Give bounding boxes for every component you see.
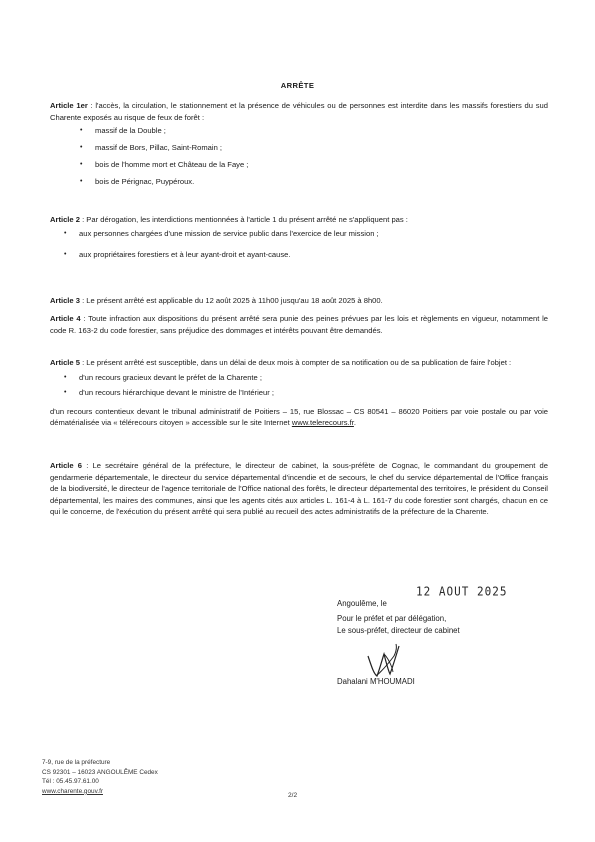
article-5-label: Article 5 xyxy=(50,358,80,367)
article-1-text: : l'accès, la circulation, le stationnement et la présence de véhicules ou de personnes est interdite dans les massifs forestiers du sud Charente exposés au risque de feux de forêt : xyxy=(50,101,548,122)
page-number: 2/2 xyxy=(288,792,298,799)
telerecours-link[interactable]: www.telerecours.fr xyxy=(291,418,354,428)
list-item: • d'un recours gracieux devant le préfet de la Charente ; xyxy=(79,372,548,387)
list-item: • d'un recours hiérarchique devant le ministre de l'Intérieur ; xyxy=(79,387,548,402)
document-title: ARRÊTE xyxy=(280,81,315,90)
signature-delegation: Pour le préfet et par délégation, xyxy=(337,614,447,623)
signature-title: Le sous-préfet, directeur de cabinet xyxy=(337,626,460,635)
article-4-label: Article 4 xyxy=(50,314,81,323)
article-4 xyxy=(50,313,548,336)
list-item: • aux propriétaires forestiers et à leur ayant-droit et ayant-cause. xyxy=(79,249,548,270)
footer-phone: Tél : 05.45.97.61.00 xyxy=(42,778,99,786)
article-6-label: Article 6 xyxy=(50,461,83,470)
article-2-text: : Par dérogation, les interdictions mentionnées à l'article 1 du présent arrêté ne s'appliquent pas : xyxy=(79,215,408,224)
handwritten-signature xyxy=(362,638,410,680)
article-3-label: Article 3 xyxy=(50,296,80,305)
article-6-text: : Le secrétaire général de la préfecture, le directeur de cabinet, la sous-préfète de Cognac, le commandant du groupement de gendarmerie départementale, le directeur du service départemental d'incendie et de secours, le chef du service départemental de l'Office français de la biodiversité, le directeur de l'agence territoriale de l'Office national des forêts, le directeur départemental des territoires, le président du Conseil départemental, les maires des communes, ainsi que les agents cités aux articles L. 161-4 à L. 161-7 du code forestier sont chargés, chacun en ce qui le concerne, de l'exécution du présent arrêté qui sera publié au recueil des actes administratifs de la préfecture de la Charente. xyxy=(50,461,549,517)
signatory-name: Dahalani M'HOUMADI xyxy=(337,677,415,686)
article-5-list xyxy=(79,372,548,402)
article-5-appeal-text: d'un recours contentieux devant le tribunal administratif de Poitiers – 15, rue Blossac – CS 80541 – 86020 Poitiers par voie postale ou par voie dématérialisée via « télérecours citoyen » accessible sur le site Internet xyxy=(50,406,548,428)
list-item: • massif de la Double ; xyxy=(95,125,548,142)
article-6 xyxy=(50,460,548,518)
footer-city: CS 92301 – 16023 ANGOULÊME Cedex xyxy=(42,768,158,776)
article-1-label: Article 1er xyxy=(50,101,88,110)
footer-address xyxy=(42,758,158,796)
list-item: • massif de Bors, Pillac, Saint-Romain ; xyxy=(95,142,548,159)
list-item: • aux personnes chargées d'une mission de service public dans l'exercice de leur mission ; xyxy=(79,228,548,249)
article-5: Article 5 : Le présent arrêté est susceptible, dans un délai de deux mois à compter de sa notification ou de sa publication de faire l'objet : • d'un recours gracieux devant le préfet de la Charente ; • d'un recours hiérarchique devant le ministre de l'Intérieur ; d'un recours contentieux devant le tribunal administratif de Poitiers – 15, rue Blossac – CS 80541 – 86020 Poitiers par voie postale ou par voie dématérialisée via « télérecours citoyen » accessible sur le site Internet www.telerecours.fr. xyxy=(50,357,548,429)
article-3-text: : Le présent arrêté est applicable du 12 août 2025 à 11h00 jusqu'au 18 août 2025 à 8h00. xyxy=(79,296,383,305)
article-1-list xyxy=(95,125,548,193)
footer-website-link[interactable]: www.charente.gouv.fr xyxy=(42,787,103,795)
footer-street: 7-9, rue de la préfecture xyxy=(42,759,111,766)
list-item: • bois de Pérignac, Puypéroux. xyxy=(95,176,548,193)
article-2-list xyxy=(79,228,548,270)
article-2-label: Article 2 xyxy=(50,215,80,224)
article-5-text: : Le présent arrêté est susceptible, dans un délai de deux mois à compter de sa notification ou de sa publication de faire l'objet : xyxy=(79,358,512,367)
date-stamp: 12 AOUT 2025 xyxy=(416,584,508,599)
article-4-text: : Toute infraction aux dispositions du présent arrêté sera punie des peines prévues par les lois et règlements en vigueur, notamment le code R. 163-2 du code forestier, sans préjudice des dommages et intérêts pouvant être demandés. xyxy=(50,314,549,335)
article-3 xyxy=(50,295,548,307)
signature-place: Angoulême, le xyxy=(337,599,387,608)
article-1 xyxy=(50,100,548,193)
list-item: • bois de l'homme mort et Château de la Faye ; xyxy=(95,159,548,176)
article-2 xyxy=(50,214,548,270)
